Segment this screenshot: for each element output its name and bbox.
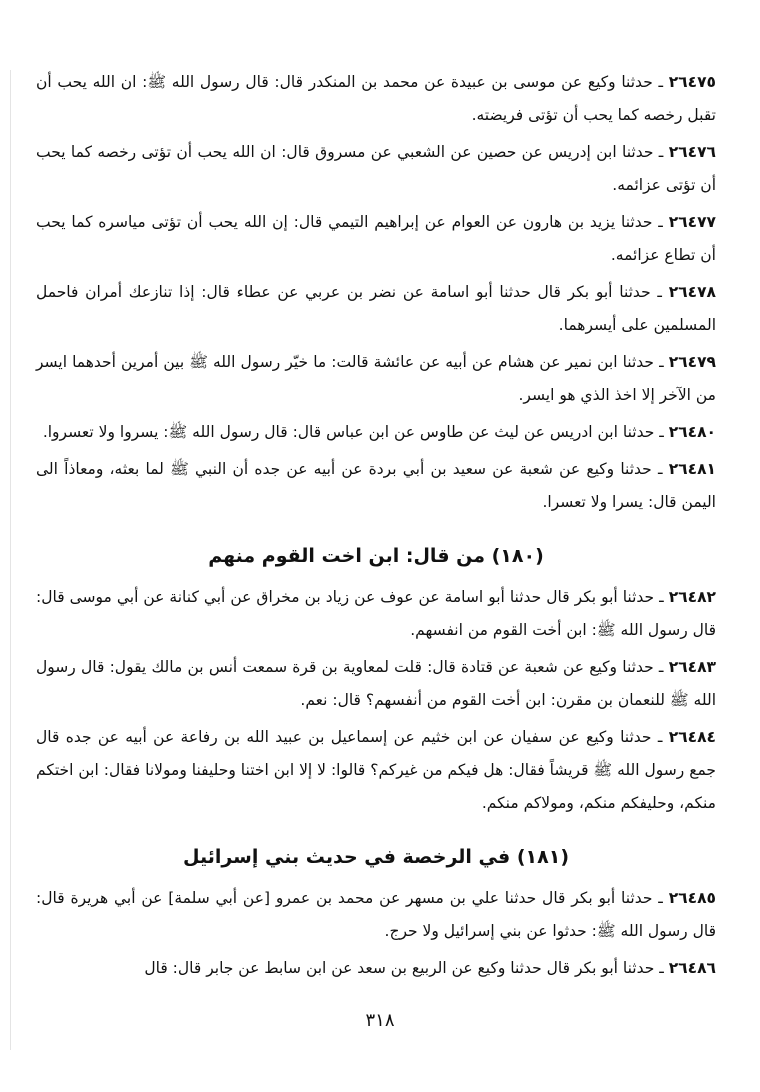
hadith-number: ٢٦٤٨٤	[668, 728, 716, 746]
hadith-number: ٢٦٤٨٢	[668, 588, 716, 606]
hadith-text: ـ حدثنا وكيع عن موسى بن عبيدة عن محمد بن المنكدر قال: قال رسول الله ﷺ: ان الله يحب أن تقبل رخصه كما يحب أن تؤتى فريضته.	[36, 73, 716, 124]
hadith-number: ٢٦٤٧٦	[668, 143, 716, 161]
chapter-heading-180: (١٨٠) من قال: ابن اخت القوم منهم	[208, 545, 544, 567]
hadith-number: ٢٦٤٨٠	[668, 423, 716, 441]
hadith-number: ٢٦٤٧٧	[668, 213, 716, 231]
hadith-number: ٢٦٤٨١	[668, 460, 716, 478]
hadith-entry	[36, 276, 716, 342]
hadith-text: ـ حدثنا وكيع عن سفيان عن ابن خثيم عن إسماعيل بن عبيد الله بن رفاعة عن أبيه عن جده قال جمع رسول الله ﷺ قريشاً فقال: هل فيكم من غيركم؟ قالوا: لا إلا ابن اختنا وحليفنا ومولانا فقال: ابن اختكم منكم، وحليفكم منكم، ومولاكم منكم.	[36, 728, 716, 812]
hadith-text: ـ حدثنا ابن إدريس عن حصين عن الشعبي عن مسروق قال: ان الله يحب أن تؤتى رخصه كما يحب أن تؤتى عزائمه.	[36, 143, 716, 194]
hadith-number: ٢٦٤٧٨	[668, 283, 716, 301]
hadith-entry	[36, 136, 716, 202]
hadith-entry	[36, 416, 716, 449]
hadith-text: ـ حدثنا أبو بكر قال حدثنا وكيع عن الربيع بن سعد عن ابن سابط عن جابر قال: قال	[144, 959, 669, 977]
hadith-text: ـ حدثنا ابن نمير عن هشام عن أبيه عن عائشة قالت: ما خيّر رسول الله ﷺ بين أمرين أحدهما ايسر من الآخر إلا اخذ الذي هو ايسر.	[36, 353, 716, 404]
hadith-number: ٢٦٤٨٦	[668, 959, 716, 977]
hadith-text: ـ حدثنا أبو بكر قال حدثنا أبو اسامة عن عوف عن زياد بن مخراق عن أبي كنانة عن أبي موسى قال: قال رسول الله ﷺ: ابن أخت القوم من انفسهم.	[36, 588, 716, 639]
scan-edge-line	[10, 70, 11, 1050]
hadith-entry	[36, 581, 716, 647]
hadith-entry	[36, 721, 716, 820]
hadith-entry	[36, 66, 716, 132]
page-number: ٣١٨	[365, 1010, 395, 1031]
chapter-heading-181: (١٨١) في الرخصة في حديث بني إسرائيل	[183, 846, 569, 868]
hadith-text: ـ حدثنا يزيد بن هارون عن العوام عن إبراهيم التيمي قال: إن الله يحب أن تؤتى مياسره كما يحب أن تطاع عزائمه.	[36, 213, 716, 264]
text-column	[36, 66, 716, 989]
hadith-text: ـ حدثنا أبو بكر قال حدثنا أبو اسامة عن نضر بن عربي عن عطاء قال: إذا تنازعك أمران فاحمل المسلمين على أيسرهما.	[36, 283, 716, 334]
hadith-text: ـ حدثنا وكيع عن شعبة عن سعيد بن أبي بردة عن أبيه عن جده أن النبي ﷺ لما بعثه، ومعاذاً الى اليمن قال: يسرا ولا تعسرا.	[36, 460, 716, 511]
hadith-entry	[36, 206, 716, 272]
hadith-text: ـ حدثنا أبو بكر قال حدثنا علي بن مسهر عن محمد بن عمرو [عن أبي سلمة] عن أبي هريرة قال: قال رسول الله ﷺ: حدثوا عن بني إسرائيل ولا حرج.	[36, 889, 716, 940]
hadith-entry	[36, 651, 716, 717]
hadith-text: ـ حدثنا ابن ادريس عن ليث عن طاوس عن ابن عباس قال: قال رسول الله ﷺ: يسروا ولا تعسروا.	[42, 423, 669, 441]
hadith-number: ٢٦٤٧٥	[668, 73, 716, 91]
hadith-number: ٢٦٤٨٥	[668, 889, 716, 907]
hadith-entry	[36, 346, 716, 412]
hadith-number: ٢٦٤٨٣	[668, 658, 716, 676]
hadith-number: ٢٦٤٧٩	[668, 353, 716, 371]
hadith-entry	[36, 882, 716, 948]
hadith-entry	[36, 952, 716, 985]
hadith-text: ـ حدثنا وكيع عن شعبة عن قتادة قال: قلت لمعاوية بن قرة سمعت أنس بن مالك يقول: قال رسول الله ﷺ للنعمان بن مقرن: ابن أخت القوم من أنفسهم؟ قال: نعم.	[36, 658, 716, 709]
hadith-entry	[36, 453, 716, 519]
